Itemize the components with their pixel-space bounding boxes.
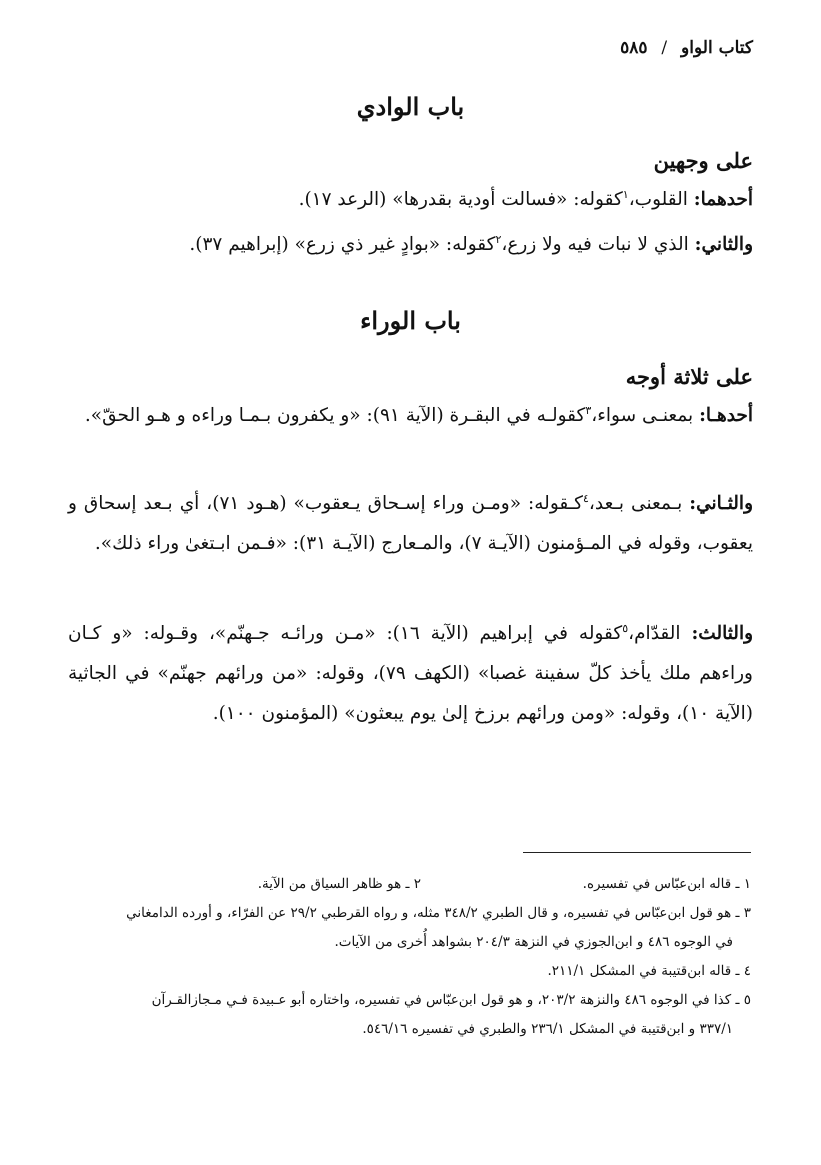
footnote-5-line-1: ٥ ـ كذا في الوجوه ٤٨٦ والنزهة ٢٠٣/٢، و هو قول ابن‌عبّاس في تفسيره، واختاره أبو عـبيدة فـي مـجازالقـرآن	[151, 992, 751, 1008]
subhead-three-meanings: على ثلاثة أوجه	[625, 364, 753, 389]
running-head-separator: /	[661, 38, 668, 58]
paragraph-lead: أحدهـا:	[699, 405, 753, 426]
footnote-5-line-2: ٣٣٧/١ و ابن‌قتيبة في المشكل ٢٣٦/١ والطبري في تفسيره ٥٤٦/١٦.	[362, 1021, 733, 1037]
section-title-wadi: باب الوادي	[356, 92, 465, 121]
paragraph-text: بمعنـى سواء،	[591, 405, 700, 426]
paragraph-rest: كقوله: «فسالت أودية بقدرها» (الرعد ١٧).	[298, 189, 623, 210]
footnotes	[66, 870, 751, 1044]
paragraph-text: القلوب،	[628, 189, 694, 210]
paragraph-rest: كقولـه في البقـرة (الآية ٩١): «و يكفرون بـمـا وراءه و هـو الحقّ».	[84, 405, 586, 426]
paragraph-wadi-first	[68, 180, 753, 220]
paragraph-text: الذي لا نبات فيه ولا زرع،	[501, 234, 695, 255]
paragraph-wara-second	[68, 484, 753, 564]
running-head	[620, 38, 753, 58]
running-head-book: كتاب الواو	[681, 38, 753, 58]
footnote-3-line-1: ٣ ـ هو قول ابن‌عبّاس في تفسيره، و قال الطبري ٣٤٨/٢ مثله، و رواه القرطبي ٢٩/٢ عن الفرّاء، و أورده الدامغاني	[126, 905, 751, 921]
paragraph-rest: كقوله في إبراهيم (الآية ١٦): «مـن ورائـه جـهنّم»، وقـوله: «و كـان وراءهم ملك يأخذ كلّ سفينة غصبا» (الكهف ٧٩)، وقوله: «من ورائهم جهنّم» في الجاثية (الآية ١٠)، وقوله: «ومن ورائهم برزخ إلىٰ يوم يبعثون» (المؤمنون ١٠٠).	[68, 623, 753, 724]
paragraph-lead: والثاني:	[694, 234, 753, 255]
footnote-divider	[523, 852, 751, 853]
footnote-1: ١ ـ قاله ابن‌عبّاس في تفسيره.	[582, 876, 751, 892]
paragraph-wara-first	[68, 396, 753, 436]
footnote-2: ٢ ـ هو ظاهر السياق من الآية.	[257, 876, 421, 892]
footnote-3-line-2: في الوجوه ٤٨٦ و ابن‌الجوزي في النزهة ٢٠٤/٣ بشواهد أُخرى من الآيات.	[334, 934, 733, 950]
footnote-5	[66, 986, 751, 1044]
paragraph-text: بـمعنى بـعد،	[588, 493, 690, 514]
footnote-row-1-2	[66, 870, 751, 899]
footnote-ref: ١	[622, 187, 629, 201]
section-title-wara: باب الوراء	[360, 306, 461, 335]
paragraph-lead: والثالث:	[691, 623, 754, 644]
paragraph-rest: كقوله: «بوادٍ غير ذي زرع» (إبراهيم ٣٧).	[189, 234, 496, 255]
subhead-two-meanings: على وجهين	[653, 148, 753, 173]
footnote-4: ٤ ـ قاله ابن‌قتيبة في المشكل ٢١١/١.	[547, 963, 751, 979]
paragraph-rest: كـقوله: «ومـن وراء إسـحاق يـعقوب» (هـود ٧١)، أي بـعد إسحاق و يعقوب، وقوله في المـؤمنون (الآيـة ٧)، والمـعارج (الآيـة ٣١): «فـمن ابـتغىٰ وراء ذلك».	[68, 493, 753, 554]
footnote-ref: ٥	[622, 621, 629, 635]
running-head-page-number: ٥٨٥	[620, 38, 648, 58]
footnote-ref: ٢	[495, 232, 502, 246]
paragraph-text: القدّام،	[628, 623, 692, 644]
paragraph-wadi-second	[68, 225, 753, 265]
footnote-3	[66, 899, 751, 957]
paragraph-lead: أحدهما:	[693, 189, 753, 210]
paragraph-lead: والثـاني:	[689, 493, 753, 514]
paragraph-wara-third	[68, 614, 753, 734]
footnote-ref: ٤	[582, 491, 589, 505]
footnote-ref: ٣	[585, 403, 592, 417]
